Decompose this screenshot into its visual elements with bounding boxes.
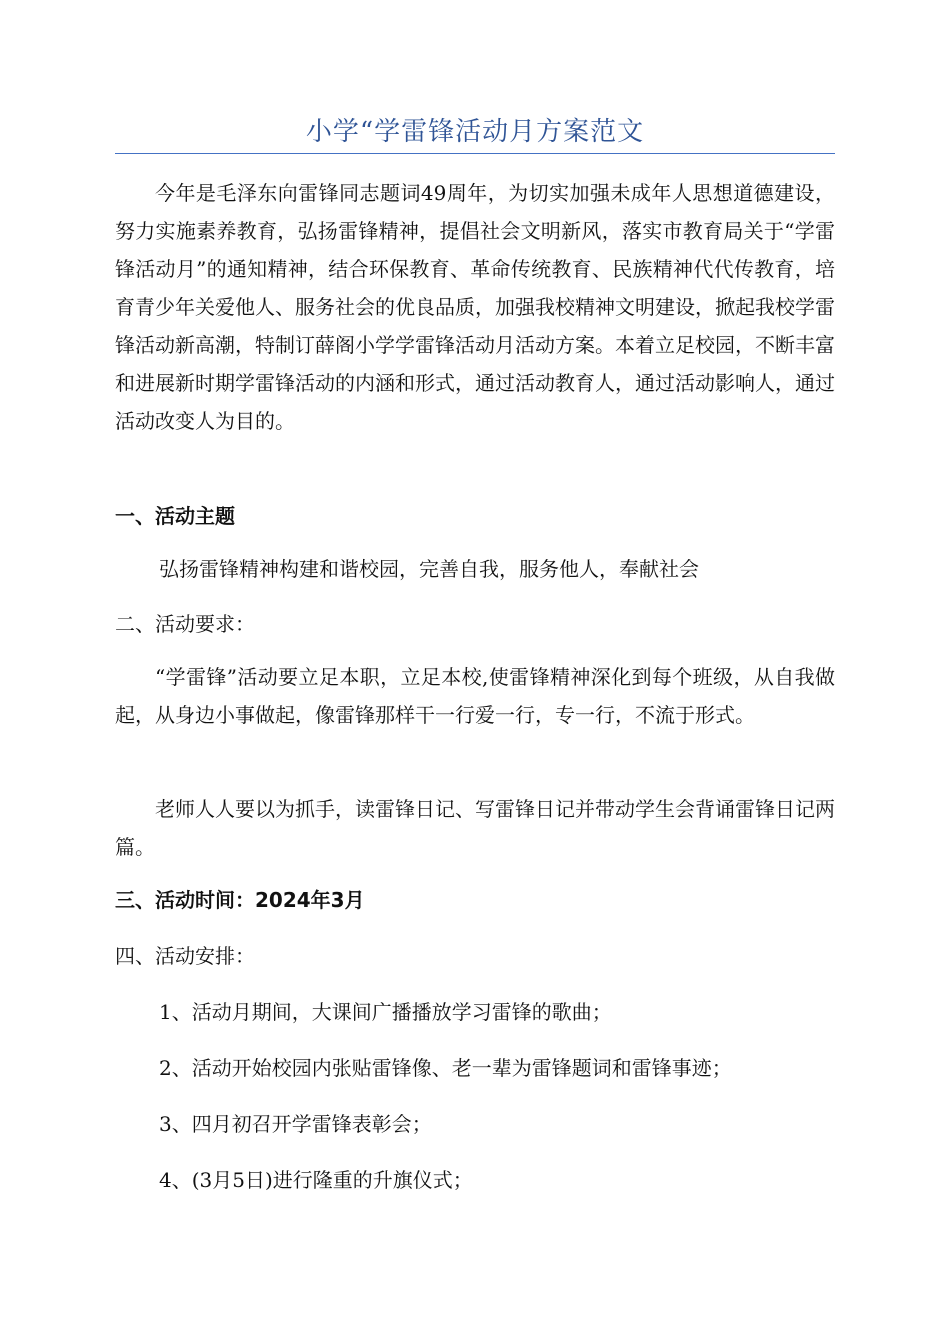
list-item: 2、活动开始校园内张贴雷锋像、老一辈为雷锋题词和雷锋事迹； [159,1056,732,1080]
section-2-paragraph-2: 老师人人要以为抓手，读雷锋日记、写雷锋日记并带动学生会背诵雷锋日记两篇。 [115,797,835,859]
section-3-heading: 三、活动时间：2024年3月 [115,888,365,912]
list-item: 1、活动月期间，大课间广播播放学习雷锋的歌曲； [159,1000,612,1024]
document-title: 小学“学雷锋活动月方案范文 [305,117,645,147]
section-1-text: 弘扬雷锋精神构建和谐校园，完善自我，服务他人，奉献社会 [159,557,699,581]
intro-paragraph: 今年是毛泽东向雷锋同志题词49周年，为切实加强未成年人思想道德建设，努力实施素养教育，弘扬雷锋精神，提倡社会文明新风，落实市教育局关于“学雷锋活动月”的通知精神，结合环保教育、革命传统教育、民族精神代代传教育，培育青少年关爱他人、服务社会的优良品质，加强我校精神文明建设，掀起我校学雷锋活动新高潮，特制订薛阁小学学雷锋活动月活动方案。本着立足校园，不断丰富和进展新时期学雷锋活动的内涵和形式，通过活动教育人，通过活动影响人，通过活动改变人为目的。 [115,181,835,433]
title-underline [115,153,835,154]
list-item: 4、(3月5日)进行隆重的升旗仪式； [159,1168,473,1192]
list-item: 3、四月初召开学雷锋表彰会； [159,1112,432,1136]
section-2-paragraph-1: “学雷锋”活动要立足本职，立足本校,使雷锋精神深化到每个班级，从自我做起，从身边小事做起，像雷锋那样干一行爱一行，专一行，不流于形式。 [115,665,835,727]
section-2-heading: 二、活动要求： [115,612,255,636]
section-1-heading: 一、活动主题 [115,504,235,528]
section-4-heading: 四、活动安排： [115,944,255,968]
